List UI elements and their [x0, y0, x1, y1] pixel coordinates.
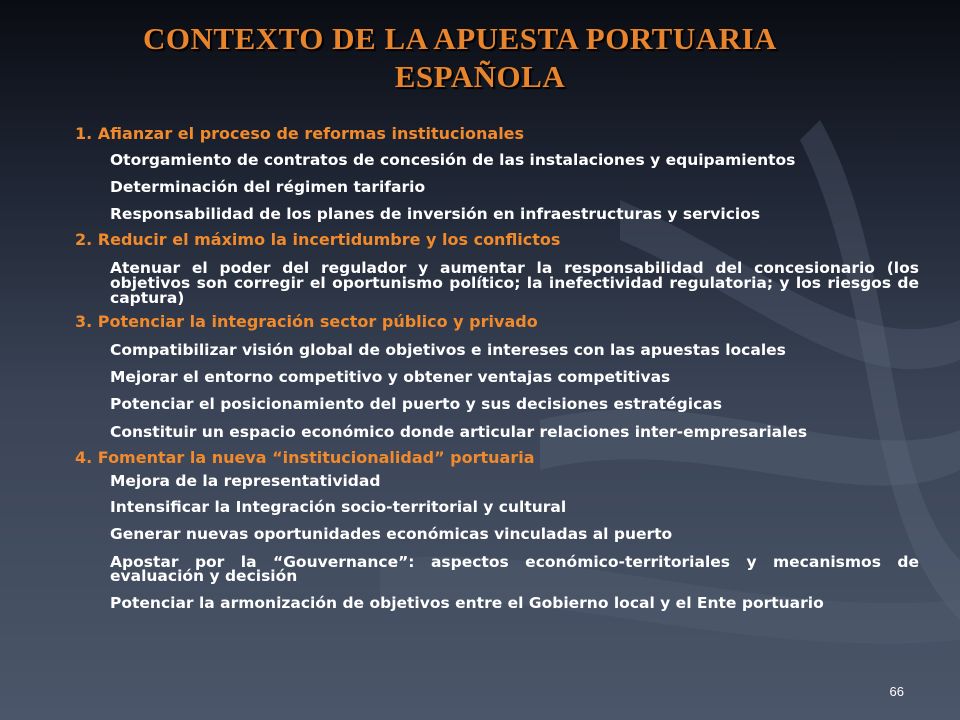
- list-item: Generar nuevas oportunidades económicas vinculadas al puerto: [110, 525, 673, 543]
- slide-content: [75, 124, 919, 610]
- list-item: Compatibilizar visión global de objetivos e intereses con las apuestas locales: [110, 341, 786, 359]
- list-item: Responsabilidad de los planes de inversión en infraestructuras y servicios: [110, 205, 761, 223]
- list-item: Potenciar la armonización de objetivos entre el Gobierno local y el Ente portuario: [110, 594, 824, 612]
- slide-title-line1: CONTEXTO DE LA APUESTA PORTUARIA: [143, 21, 777, 56]
- page-number: 66: [889, 684, 904, 699]
- list-item: Mejorar el entorno competitivo y obtener ventajas competitivas: [110, 368, 671, 386]
- list-item: Apostar por la “Gouvernance”: aspectos económico-territoriales y mecanismos de evaluación y decisión: [110, 553, 919, 585]
- section-heading-1: 1. Afianzar el proceso de reformas institucionales: [75, 124, 525, 143]
- list-item: Potenciar el posicionamiento del puerto y sus decisiones estratégicas: [110, 395, 722, 413]
- slide-title: [0, 20, 960, 96]
- section-heading-2: 2. Reducir el máximo la incertidumbre y los conflictos: [75, 230, 561, 249]
- section-heading-4: 4. Fomentar la nueva “institucionalidad” portuaria: [75, 448, 535, 467]
- slide-title-line2: ESPAÑOLA: [394, 59, 566, 94]
- list-item: Mejora de la representatividad: [110, 472, 381, 490]
- list-item: Determinación del régimen tarifario: [110, 178, 426, 196]
- list-item: Atenuar el poder del regulador y aumentar la responsabilidad del concesionario (los objetivos son corregir el oportunismo político; la inefectividad regulatoria; y los riesgos de captura): [110, 259, 919, 307]
- list-item: Intensificar la Integración socio-territorial y cultural: [110, 498, 567, 516]
- list-item: Otorgamiento de contratos de concesión de las instalaciones y equipamientos: [110, 151, 796, 169]
- list-item: Constituir un espacio económico donde articular relaciones inter-empresariales: [110, 423, 808, 441]
- section-heading-3: 3. Potenciar la integración sector público y privado: [75, 312, 538, 331]
